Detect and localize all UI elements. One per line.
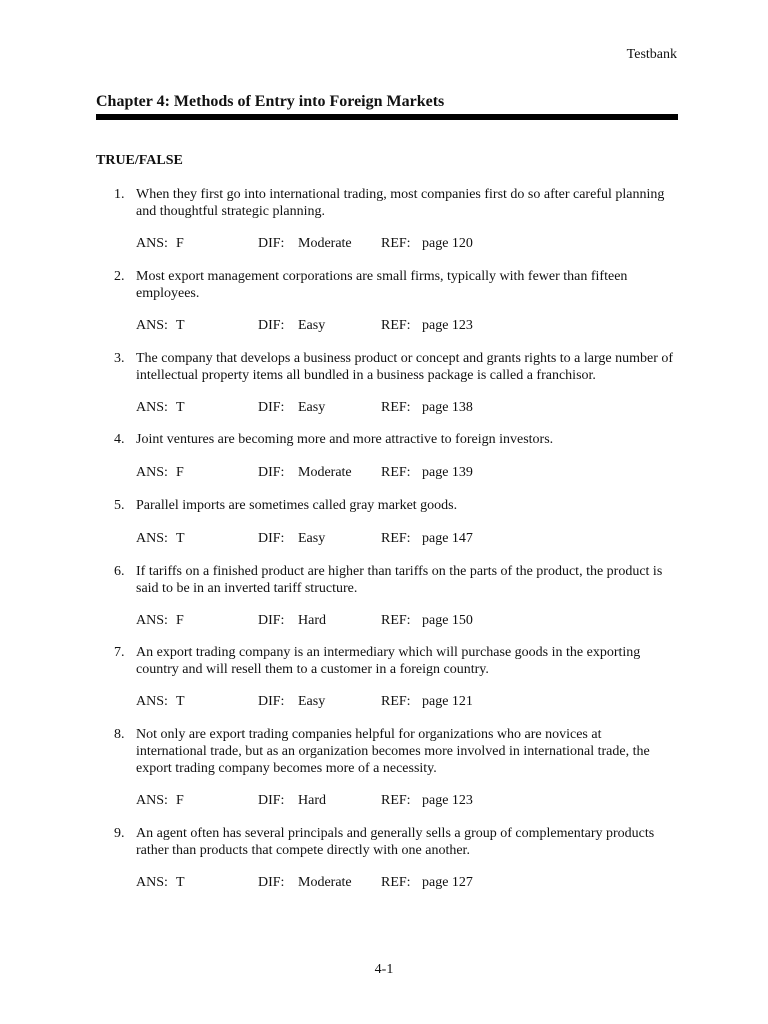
ans-value: T	[176, 531, 185, 546]
dif-label: DIF:	[258, 531, 285, 546]
dif-value: Moderate	[298, 465, 352, 480]
ans-value: F	[176, 613, 184, 628]
title-rule	[96, 114, 678, 120]
ref-value: page 139	[422, 465, 473, 480]
ref-value: page 138	[422, 400, 473, 415]
dif-label: DIF:	[258, 694, 285, 709]
ans-value: F	[176, 236, 184, 251]
ans-label: ANS:	[136, 793, 168, 808]
question-number: 2.	[114, 269, 125, 284]
question-number: 8.	[114, 727, 125, 742]
ans-label: ANS:	[136, 875, 168, 890]
ref-value: page 147	[422, 531, 473, 546]
ref-label: REF:	[381, 613, 411, 628]
question-item	[114, 644, 674, 678]
answer-row	[136, 235, 636, 252]
ans-value: T	[176, 400, 185, 415]
question-item	[114, 563, 674, 597]
ans-value: F	[176, 793, 184, 808]
ref-label: REF:	[381, 400, 411, 415]
question-number: 6.	[114, 564, 125, 579]
dif-value: Hard	[298, 793, 326, 808]
ref-label: REF:	[381, 793, 411, 808]
ans-label: ANS:	[136, 531, 168, 546]
ref-label: REF:	[381, 465, 411, 480]
ans-label: ANS:	[136, 694, 168, 709]
answer-row	[136, 399, 636, 416]
ans-value: F	[176, 465, 184, 480]
question-item	[114, 186, 674, 220]
question-text: Most export management corporations are small firms, typically with fewer than fifteen employees.	[136, 269, 628, 301]
ref-label: REF:	[381, 531, 411, 546]
ref-value: page 120	[422, 236, 473, 251]
dif-value: Easy	[298, 400, 326, 415]
ref-label: REF:	[381, 236, 411, 251]
answer-row	[136, 530, 636, 547]
question-text: Not only are export trading companies helpful for organizations who are novices at international trade, but as an organization becomes more involved in international trade, the export trading company becomes more of a necessity.	[136, 727, 650, 776]
ans-value: T	[176, 875, 185, 890]
question-number: 4.	[114, 432, 125, 447]
ans-label: ANS:	[136, 613, 168, 628]
question-text: Parallel imports are sometimes called gray market goods.	[136, 498, 458, 513]
dif-label: DIF:	[258, 400, 285, 415]
question-text: Joint ventures are becoming more and more attractive to foreign investors.	[136, 432, 554, 447]
header-label: Testbank	[626, 47, 677, 62]
section-title: TRUE/FALSE	[96, 153, 183, 168]
answer-row	[136, 464, 636, 481]
question-number: 3.	[114, 351, 125, 366]
dif-label: DIF:	[258, 875, 285, 890]
ref-value: page 127	[422, 875, 473, 890]
dif-label: DIF:	[258, 613, 285, 628]
dif-value: Moderate	[298, 875, 352, 890]
ans-label: ANS:	[136, 236, 168, 251]
dif-label: DIF:	[258, 318, 285, 333]
answer-row	[136, 317, 636, 334]
page-number: 4-1	[374, 962, 394, 977]
chapter-title: Chapter 4: Methods of Entry into Foreign Markets	[96, 93, 445, 110]
ref-label: REF:	[381, 694, 411, 709]
ref-value: page 150	[422, 613, 473, 628]
question-text: If tariffs on a finished product are higher than tariffs on the parts of the product, the product is said to be in an inverted tariff structure.	[136, 564, 663, 596]
dif-label: DIF:	[258, 236, 285, 251]
ref-label: REF:	[381, 318, 411, 333]
dif-value: Moderate	[298, 236, 352, 251]
question-item	[114, 726, 674, 777]
question-item	[114, 497, 674, 514]
ref-value: page 123	[422, 793, 473, 808]
question-number: 1.	[114, 187, 125, 202]
dif-value: Hard	[298, 613, 326, 628]
dif-label: DIF:	[258, 793, 285, 808]
question-number: 7.	[114, 645, 125, 660]
answer-row	[136, 792, 636, 809]
question-item	[114, 431, 674, 448]
dif-value: Easy	[298, 531, 326, 546]
ref-label: REF:	[381, 875, 411, 890]
question-text: An export trading company is an intermediary which will purchase goods in the exporting country and will resell them to a customer in a foreign country.	[136, 645, 641, 677]
ref-value: page 123	[422, 318, 473, 333]
ans-value: T	[176, 694, 185, 709]
question-number: 9.	[114, 826, 125, 841]
question-text: When they first go into international trading, most companies first do so after careful planning and thoughtful strategic planning.	[136, 187, 665, 219]
answer-row	[136, 693, 636, 710]
question-number: 5.	[114, 498, 125, 513]
question-item	[114, 825, 674, 859]
ref-value: page 121	[422, 694, 473, 709]
dif-value: Easy	[298, 318, 326, 333]
question-text: The company that develops a business product or concept and grants rights to a large number of intellectual property items all bundled in a business package is called a franchisor.	[136, 351, 674, 383]
answer-row	[136, 874, 636, 891]
ans-label: ANS:	[136, 465, 168, 480]
question-text: An agent often has several principals and generally sells a group of complementary products rather than products that compete directly with one another.	[136, 826, 655, 858]
dif-label: DIF:	[258, 465, 285, 480]
ans-value: T	[176, 318, 185, 333]
answer-row	[136, 612, 636, 629]
question-item	[114, 350, 674, 384]
ans-label: ANS:	[136, 400, 168, 415]
ans-label: ANS:	[136, 318, 168, 333]
dif-value: Easy	[298, 694, 326, 709]
question-item	[114, 268, 674, 302]
